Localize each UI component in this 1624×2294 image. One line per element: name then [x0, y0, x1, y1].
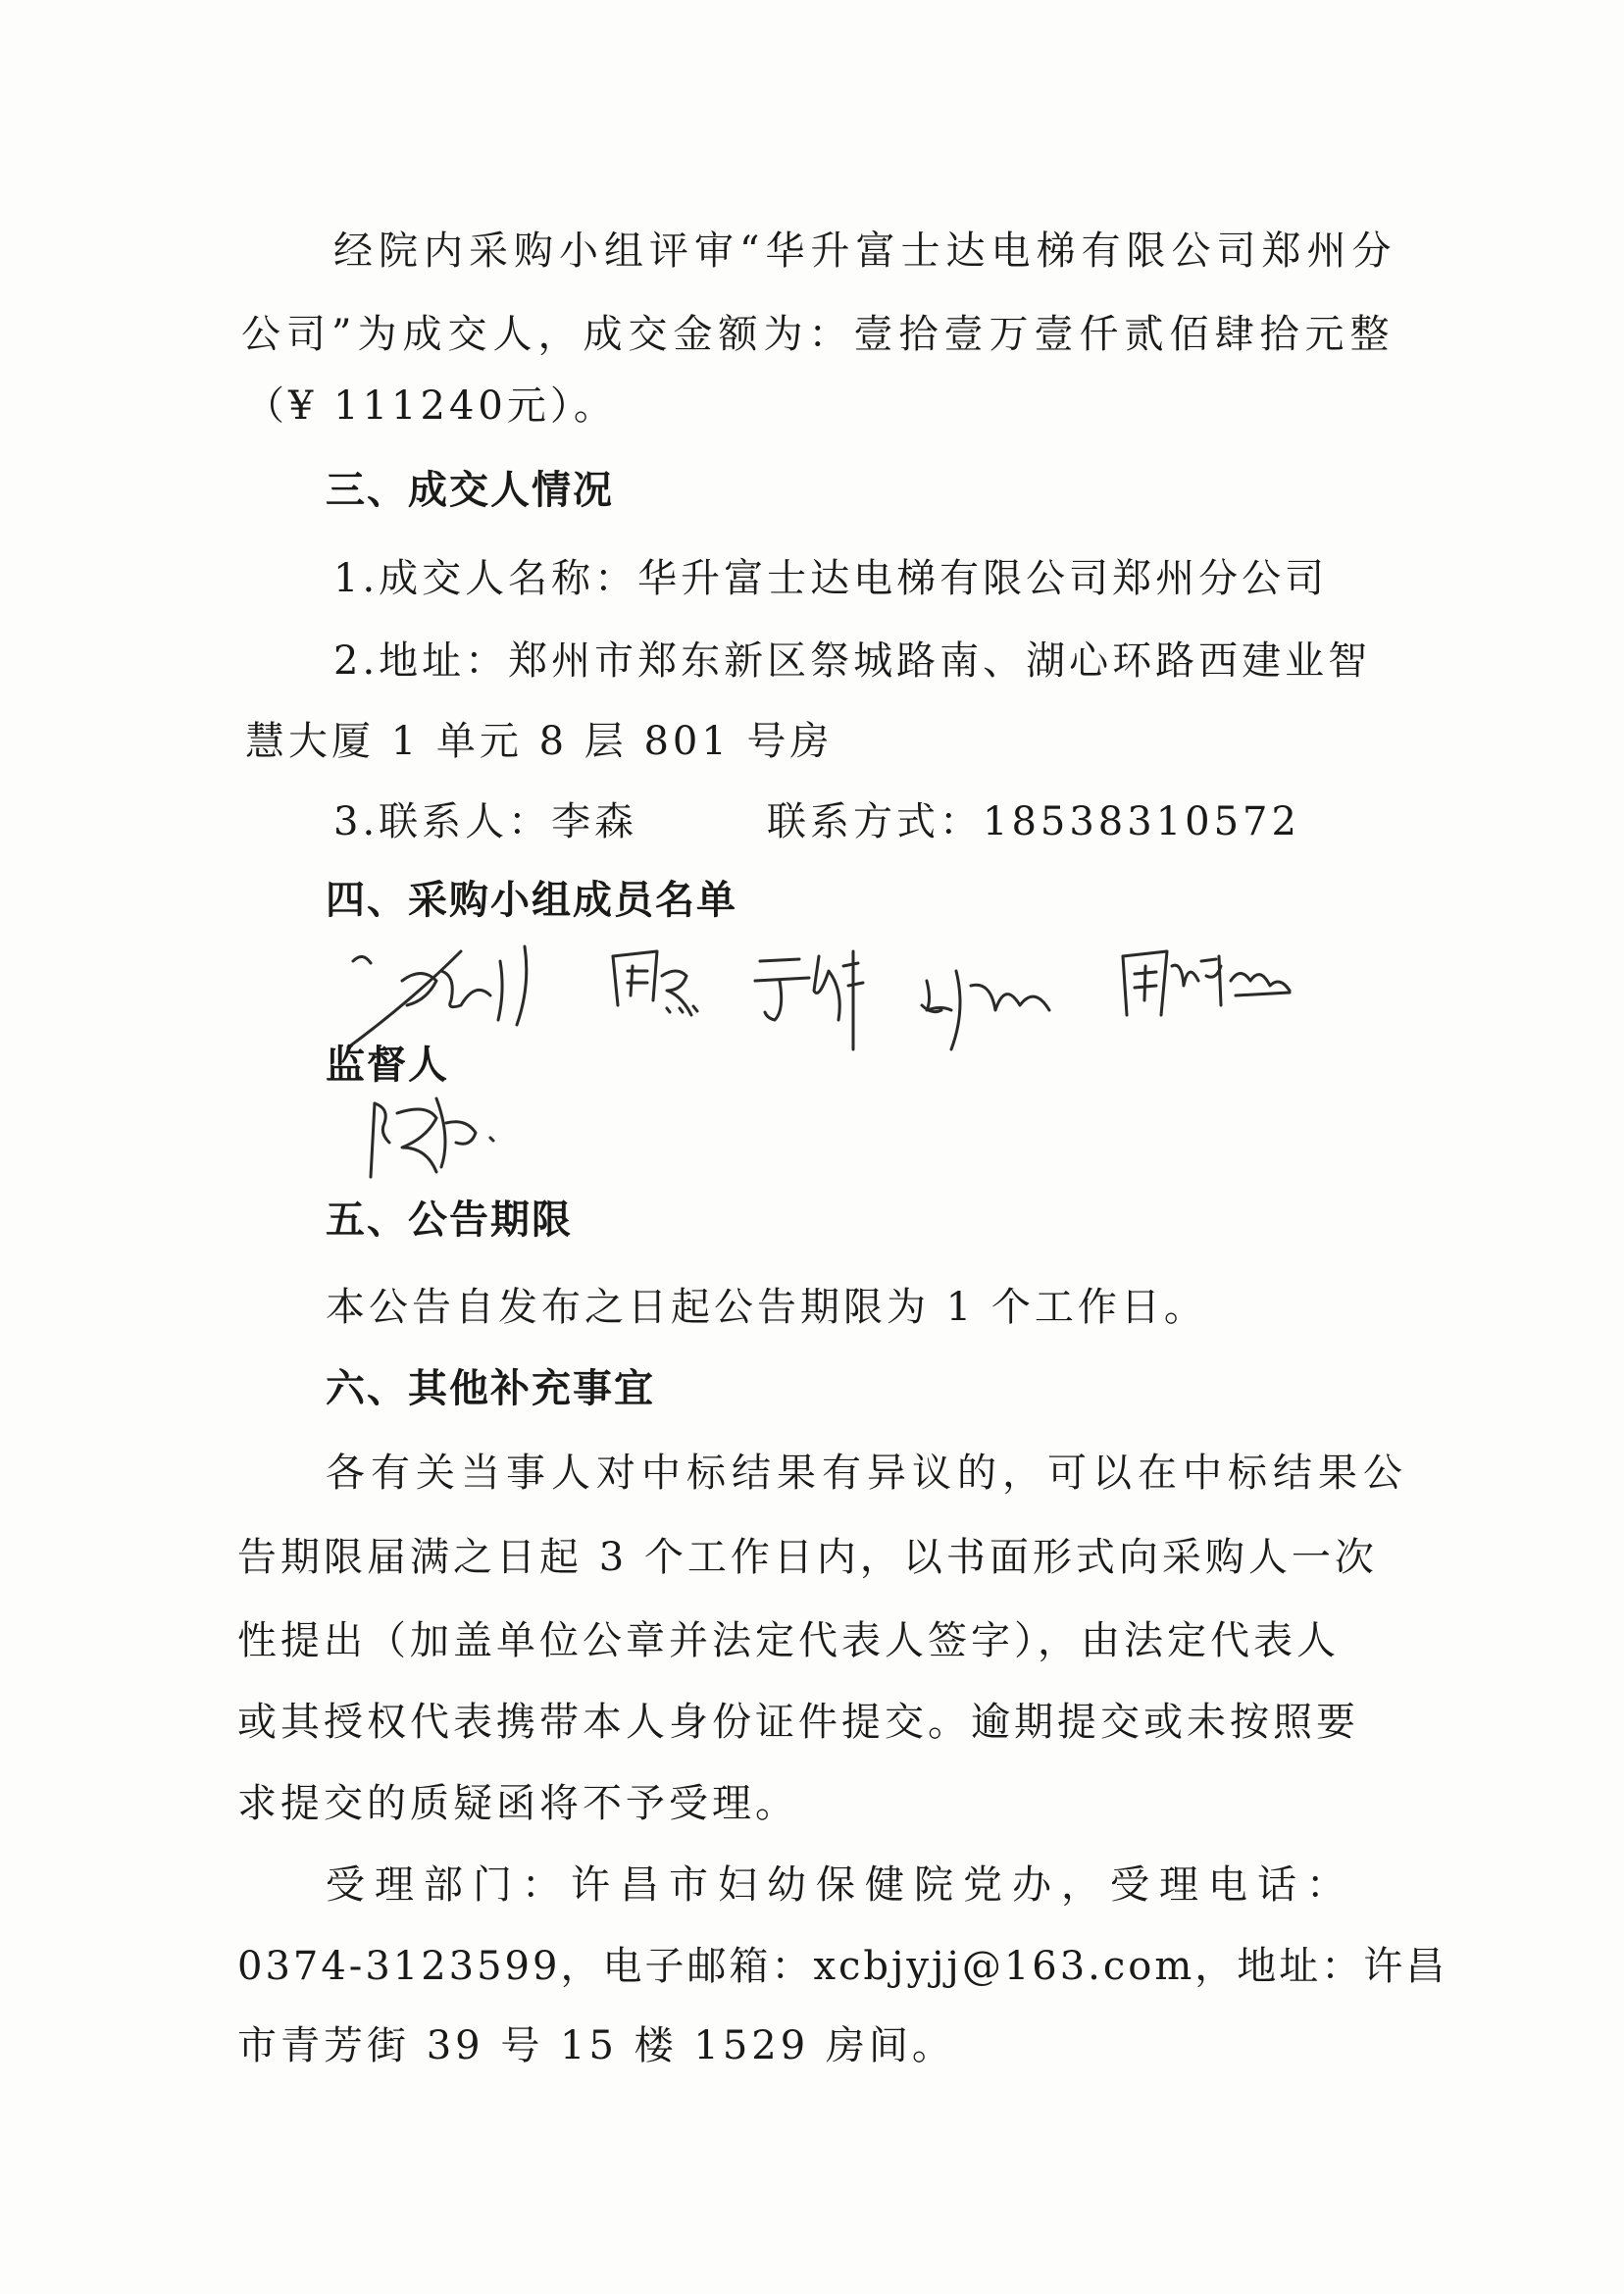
section-heading: 四、采购小组成员名单 — [326, 878, 737, 923]
paragraph-line: 0374-3123599，电子邮箱：xcbjyjj@163.com，地址：许昌 — [237, 1944, 1448, 1989]
paragraph-line: 性提出（加盖单位公章并法定代表人签字），由法定代表人 — [237, 1618, 1340, 1663]
handwritten-signature-2 — [603, 942, 711, 1020]
list-item: 慧大厦 1 单元 8 层 801 号房 — [245, 719, 834, 764]
paragraph-line: 或其授权代表携带本人身份证件提交。逾期提交或未按照要 — [237, 1700, 1359, 1745]
paragraph-line: 告期限届满之日起 3 个工作日内，以书面形式向采购人一次 — [237, 1535, 1378, 1580]
paragraph-line: 公司”为成交人，成交金额为：壹拾壹万壹仟贰佰肆拾元整 — [241, 312, 1396, 357]
paragraph-line: 市青芳街 39 号 15 楼 1529 房间。 — [237, 2023, 955, 2068]
handwritten-signature-4 — [912, 956, 1059, 1054]
section-heading: 六、其他补充事宜 — [326, 1366, 655, 1411]
paragraph-line: 经院内采购小组评审“华升富士达电梯有限公司郑州分 — [333, 229, 1397, 274]
handwritten-signature-3 — [750, 946, 888, 1054]
handwritten-signature-supervisor — [363, 1084, 510, 1182]
list-item-contact: 3.联系人：李森 — [333, 799, 638, 844]
list-item: 2.地址：郑州市郑东新区祭城路南、湖心环路西建业智 — [333, 638, 1372, 684]
paragraph-line: 受理部门：许昌市妇幼保健院党办，受理电话： — [326, 1862, 1355, 1908]
section-heading: 五、公告期限 — [326, 1198, 573, 1243]
supervisor-label: 监督人 — [326, 1043, 449, 1088]
paragraph-line: 本公告自发布之日起公告期限为 1 个工作日。 — [326, 1285, 1207, 1330]
list-item: 1.成交人名称：华升富士达电梯有限公司郑州分公司 — [333, 556, 1329, 601]
paragraph-line: 求提交的质疑函将不予受理。 — [237, 1781, 798, 1826]
paragraph-line: 各有关当事人对中标结果有异议的，可以在中标结果公 — [326, 1451, 1408, 1496]
section-heading: 三、成交人情况 — [326, 468, 614, 513]
paragraph-line: （¥ 111240元）。 — [245, 383, 617, 429]
handwritten-signature-5 — [1113, 937, 1299, 1035]
list-item-phone: 联系方式：18538310572 — [767, 799, 1300, 844]
